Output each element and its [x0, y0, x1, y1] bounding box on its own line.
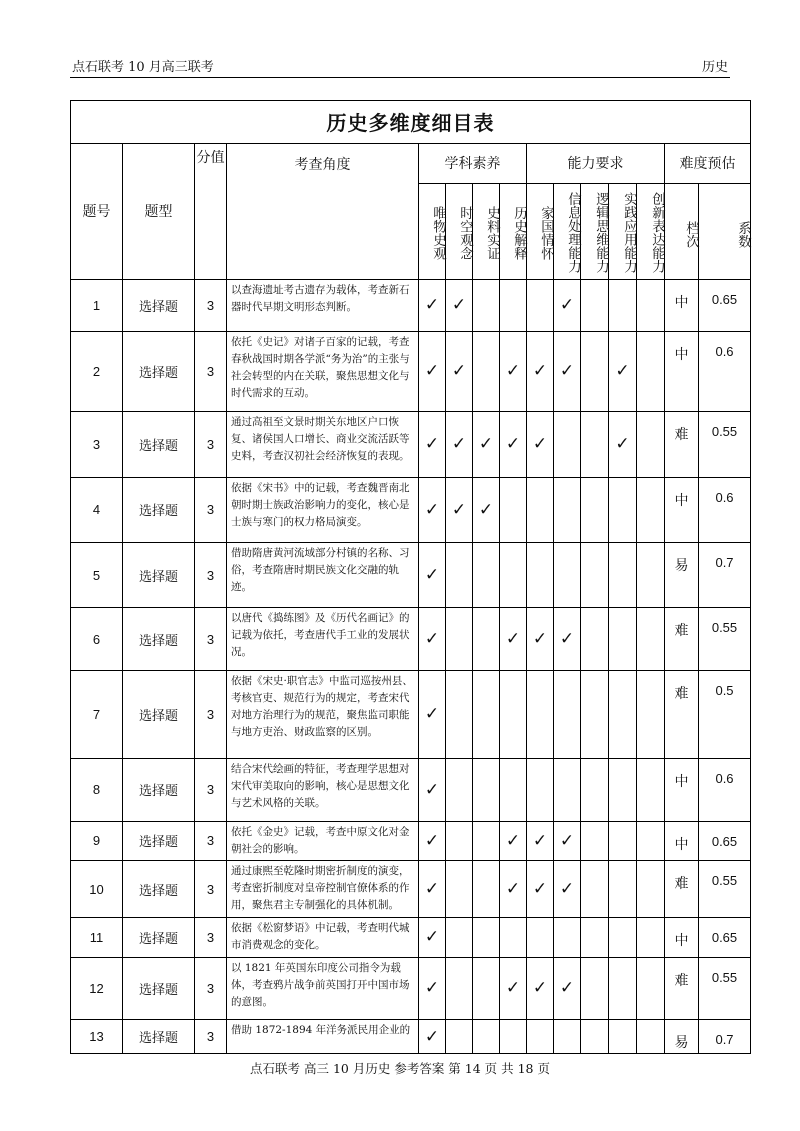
difficulty-coef: 0.65 [699, 917, 751, 957]
subheader-2: 史料实证 [473, 184, 500, 279]
empty-cell [473, 861, 500, 918]
subheader-5: 信息处理能力 [554, 184, 581, 279]
empty-cell [637, 477, 665, 543]
empty-cell [527, 917, 554, 957]
question-score: 3 [195, 957, 227, 1020]
empty-cell [527, 279, 554, 332]
question-number: 2 [71, 332, 123, 411]
empty-cell [527, 543, 554, 608]
check-mark: ✓ [419, 332, 446, 411]
check-mark: ✓ [419, 758, 446, 821]
empty-cell [609, 279, 637, 332]
empty-cell [473, 821, 500, 861]
question-description: 结合宋代绘画的特征，考查理学思想对宋代审美取向的影响，核心是思想文化与艺术风格的关联。 [227, 758, 419, 821]
check-mark: ✓ [500, 411, 527, 477]
question-description: 依托《史记》对诸子百家的记载，考查春秋战国时期各学派“务为治”的主张与社会转型的内在关联，聚焦思想文化与时代需求的互动。 [227, 332, 419, 411]
empty-cell [609, 671, 637, 758]
question-type: 选择题 [123, 758, 195, 821]
empty-cell [473, 608, 500, 671]
page-footer: 点石联考 高三 10 月历史 参考答案 第 14 页 共 18 页 [250, 1061, 550, 1076]
difficulty-coef: 0.55 [699, 411, 751, 477]
subheader-8: 创新表达能力 [637, 184, 665, 279]
difficulty-coef: 0.55 [699, 861, 751, 918]
header-right: 历史 [701, 60, 728, 75]
question-number: 4 [71, 477, 123, 543]
difficulty-coef: 0.65 [699, 279, 751, 332]
check-mark: ✓ [473, 411, 500, 477]
table-row [71, 332, 751, 411]
empty-cell [446, 543, 473, 608]
question-type: 选择题 [123, 671, 195, 758]
subheader-7: 实践应用能力 [609, 184, 637, 279]
question-type: 选择题 [123, 608, 195, 671]
question-description: 借助 1872-1894 年洋务派民用企业的 [227, 1020, 419, 1054]
empty-cell [446, 917, 473, 957]
question-number: 1 [71, 279, 123, 332]
question-description: 依托《金史》记载，考查中原文化对金朝社会的影响。 [227, 821, 419, 861]
empty-cell [581, 1020, 609, 1054]
header-left: 点石联考 10 月高三联考 [72, 60, 214, 75]
empty-cell [554, 671, 581, 758]
check-mark: ✓ [527, 411, 554, 477]
question-description: 依据《宋书》中的记载，考查魏晋南北朝时期士族政治影响力的变化，核心是士族与寒门的权力格局演变。 [227, 477, 419, 543]
question-score: 3 [195, 608, 227, 671]
empty-cell [637, 861, 665, 918]
check-mark: ✓ [527, 861, 554, 918]
check-mark: ✓ [527, 332, 554, 411]
table-row [71, 411, 751, 477]
empty-cell [581, 671, 609, 758]
empty-cell [446, 608, 473, 671]
question-number: 5 [71, 543, 123, 608]
question-description: 以唐代《捣练图》及《历代名画记》的记载为依托，考查唐代手工业的发展状况。 [227, 608, 419, 671]
empty-cell [473, 957, 500, 1020]
question-type: 选择题 [123, 543, 195, 608]
difficulty-grade: 难 [665, 861, 699, 918]
empty-cell [446, 671, 473, 758]
check-mark: ✓ [500, 332, 527, 411]
empty-cell [637, 1020, 665, 1054]
empty-cell [527, 758, 554, 821]
table-title: 历史多维度细目表 [71, 101, 751, 144]
question-number: 11 [71, 917, 123, 957]
empty-cell [473, 758, 500, 821]
empty-cell [609, 477, 637, 543]
difficulty-coef: 0.55 [699, 608, 751, 671]
empty-cell [637, 543, 665, 608]
empty-cell [500, 477, 527, 543]
question-score: 3 [195, 861, 227, 918]
header-qtype: 题型 [123, 143, 195, 279]
check-mark: ✓ [527, 821, 554, 861]
difficulty-coef: 0.5 [699, 671, 751, 758]
check-mark: ✓ [446, 332, 473, 411]
question-number: 3 [71, 411, 123, 477]
empty-cell [581, 332, 609, 411]
check-mark: ✓ [554, 861, 581, 918]
check-mark: ✓ [419, 411, 446, 477]
difficulty-coef: 0.7 [699, 1020, 751, 1054]
empty-cell [446, 758, 473, 821]
check-mark: ✓ [419, 671, 446, 758]
empty-cell [637, 917, 665, 957]
difficulty-coef: 0.65 [699, 821, 751, 861]
question-number: 6 [71, 608, 123, 671]
empty-cell [609, 543, 637, 608]
empty-cell [637, 411, 665, 477]
empty-cell [581, 608, 609, 671]
check-mark: ✓ [419, 608, 446, 671]
question-score: 3 [195, 1020, 227, 1054]
difficulty-grade: 难 [665, 411, 699, 477]
table-row [71, 861, 751, 918]
check-mark: ✓ [419, 543, 446, 608]
empty-cell [554, 543, 581, 608]
check-mark: ✓ [500, 821, 527, 861]
empty-cell [473, 279, 500, 332]
question-number: 7 [71, 671, 123, 758]
table-row [71, 671, 751, 758]
check-mark: ✓ [419, 821, 446, 861]
difficulty-coef: 0.6 [699, 477, 751, 543]
empty-cell [581, 758, 609, 821]
empty-cell [637, 608, 665, 671]
question-score: 3 [195, 411, 227, 477]
table-row [71, 917, 751, 957]
check-mark: ✓ [554, 332, 581, 411]
check-mark: ✓ [554, 821, 581, 861]
difficulty-coef: 0.6 [699, 758, 751, 821]
empty-cell [527, 671, 554, 758]
empty-cell [500, 543, 527, 608]
question-type: 选择题 [123, 821, 195, 861]
question-score: 3 [195, 279, 227, 332]
question-number: 9 [71, 821, 123, 861]
header-divider [70, 77, 730, 78]
empty-cell [581, 861, 609, 918]
difficulty-grade: 中 [665, 758, 699, 821]
difficulty-grade: 难 [665, 671, 699, 758]
check-mark: ✓ [500, 957, 527, 1020]
question-type: 选择题 [123, 861, 195, 918]
check-mark: ✓ [609, 332, 637, 411]
empty-cell [500, 758, 527, 821]
check-mark: ✓ [446, 477, 473, 543]
empty-cell [446, 1020, 473, 1054]
table-row [71, 477, 751, 543]
question-description: 依据《松窗梦语》中记载，考查明代城市消费观念的变化。 [227, 917, 419, 957]
question-score: 3 [195, 671, 227, 758]
question-description: 依据《宋史·职官志》中监司巡按州县、考核官吏、规范行为的规定，考查宋代对地方治理行为的规范，聚焦监司职能与地方吏治、财政监察的区别。 [227, 671, 419, 758]
empty-cell [609, 608, 637, 671]
header-ability: 能力要求 [527, 143, 665, 184]
check-mark: ✓ [527, 957, 554, 1020]
empty-cell [609, 861, 637, 918]
header-angle: 考查角度 [227, 143, 419, 279]
empty-cell [500, 917, 527, 957]
difficulty-grade: 中 [665, 279, 699, 332]
difficulty-coef: 0.6 [699, 332, 751, 411]
question-type: 选择题 [123, 1020, 195, 1054]
table-row [71, 957, 751, 1020]
difficulty-grade: 难 [665, 608, 699, 671]
empty-cell [609, 1020, 637, 1054]
check-mark: ✓ [609, 411, 637, 477]
empty-cell [554, 917, 581, 957]
difficulty-coef: 0.7 [699, 543, 751, 608]
difficulty-grade: 难 [665, 957, 699, 1020]
empty-cell [637, 332, 665, 411]
table-row [71, 821, 751, 861]
question-description: 以 1821 年英国东印度公司指令为载体，考查鸦片战争前英国打开中国市场的意图。 [227, 957, 419, 1020]
empty-cell [554, 1020, 581, 1054]
empty-cell [554, 411, 581, 477]
empty-cell [637, 957, 665, 1020]
empty-cell [581, 477, 609, 543]
question-number: 8 [71, 758, 123, 821]
empty-cell [446, 861, 473, 918]
table-row [71, 543, 751, 608]
empty-cell [446, 957, 473, 1020]
check-mark: ✓ [446, 279, 473, 332]
check-mark: ✓ [554, 957, 581, 1020]
table-row [71, 279, 751, 332]
empty-cell [500, 671, 527, 758]
header-literacy: 学科素养 [419, 143, 527, 184]
empty-cell [581, 917, 609, 957]
difficulty-grade: 易 [665, 1020, 699, 1054]
empty-cell [554, 758, 581, 821]
empty-cell [473, 1020, 500, 1054]
question-score: 3 [195, 477, 227, 543]
header-difficulty: 难度预估 [665, 143, 751, 184]
question-score: 3 [195, 758, 227, 821]
difficulty-grade: 中 [665, 332, 699, 411]
subheader-coef: 系数 [699, 184, 751, 279]
empty-cell [637, 758, 665, 821]
empty-cell [637, 279, 665, 332]
question-type: 选择题 [123, 279, 195, 332]
difficulty-grade: 易 [665, 543, 699, 608]
check-mark: ✓ [419, 477, 446, 543]
check-mark: ✓ [527, 608, 554, 671]
table-row [71, 608, 751, 671]
check-mark: ✓ [554, 279, 581, 332]
empty-cell [554, 477, 581, 543]
empty-cell [637, 671, 665, 758]
question-description: 借助隋唐黄河流域部分村镇的名称、习俗，考查隋唐时期民族文化交融的轨迹。 [227, 543, 419, 608]
table-row [71, 758, 751, 821]
empty-cell [581, 543, 609, 608]
subheader-6: 逻辑思维能力 [581, 184, 609, 279]
empty-cell [473, 671, 500, 758]
check-mark: ✓ [446, 411, 473, 477]
subheader-grade: 档次 [665, 184, 699, 279]
question-type: 选择题 [123, 477, 195, 543]
check-mark: ✓ [473, 477, 500, 543]
empty-cell [609, 917, 637, 957]
empty-cell [473, 917, 500, 957]
empty-cell [473, 332, 500, 411]
question-type: 选择题 [123, 411, 195, 477]
question-description: 通过康熙至乾隆时期密折制度的演变，考查密折制度对皇帝控制官僚体系的作用，聚焦君主专制强化的具体机制。 [227, 861, 419, 918]
check-mark: ✓ [419, 279, 446, 332]
difficulty-grade: 中 [665, 821, 699, 861]
subheader-4: 家国情怀 [527, 184, 554, 279]
detail-table [70, 100, 751, 1054]
subheader-0: 唯物史观 [419, 184, 446, 279]
difficulty-grade: 中 [665, 477, 699, 543]
question-number: 12 [71, 957, 123, 1020]
empty-cell [527, 477, 554, 543]
check-mark: ✓ [419, 957, 446, 1020]
empty-cell [581, 821, 609, 861]
empty-cell [500, 279, 527, 332]
header-score: 分值 [195, 143, 227, 279]
check-mark: ✓ [419, 1020, 446, 1054]
check-mark: ✓ [419, 917, 446, 957]
question-description: 以查海遗址考古遗存为载体，考查新石器时代早期文明形态判断。 [227, 279, 419, 332]
subheader-3: 历史解释 [500, 184, 527, 279]
empty-cell [473, 543, 500, 608]
empty-cell [637, 821, 665, 861]
question-number: 10 [71, 861, 123, 918]
empty-cell [581, 411, 609, 477]
empty-cell [581, 957, 609, 1020]
difficulty-grade: 中 [665, 917, 699, 957]
check-mark: ✓ [500, 608, 527, 671]
question-number: 13 [71, 1020, 123, 1054]
empty-cell [609, 957, 637, 1020]
difficulty-coef: 0.55 [699, 957, 751, 1020]
empty-cell [500, 1020, 527, 1054]
question-score: 3 [195, 821, 227, 861]
question-score: 3 [195, 332, 227, 411]
question-type: 选择题 [123, 957, 195, 1020]
question-type: 选择题 [123, 917, 195, 957]
check-mark: ✓ [554, 608, 581, 671]
question-score: 3 [195, 543, 227, 608]
empty-cell [581, 279, 609, 332]
check-mark: ✓ [500, 861, 527, 918]
subheader-1: 时空观念 [446, 184, 473, 279]
empty-cell [527, 1020, 554, 1054]
empty-cell [609, 821, 637, 861]
empty-cell [609, 758, 637, 821]
empty-cell [446, 821, 473, 861]
question-description: 通过高祖至文景时期关东地区户口恢复、诸侯国人口增长、商业交流活跃等史料，考查汉初社会经济恢复的表现。 [227, 411, 419, 477]
question-type: 选择题 [123, 332, 195, 411]
check-mark: ✓ [419, 861, 446, 918]
header-qno: 题号 [71, 143, 123, 279]
question-score: 3 [195, 917, 227, 957]
table-row [71, 1020, 751, 1054]
